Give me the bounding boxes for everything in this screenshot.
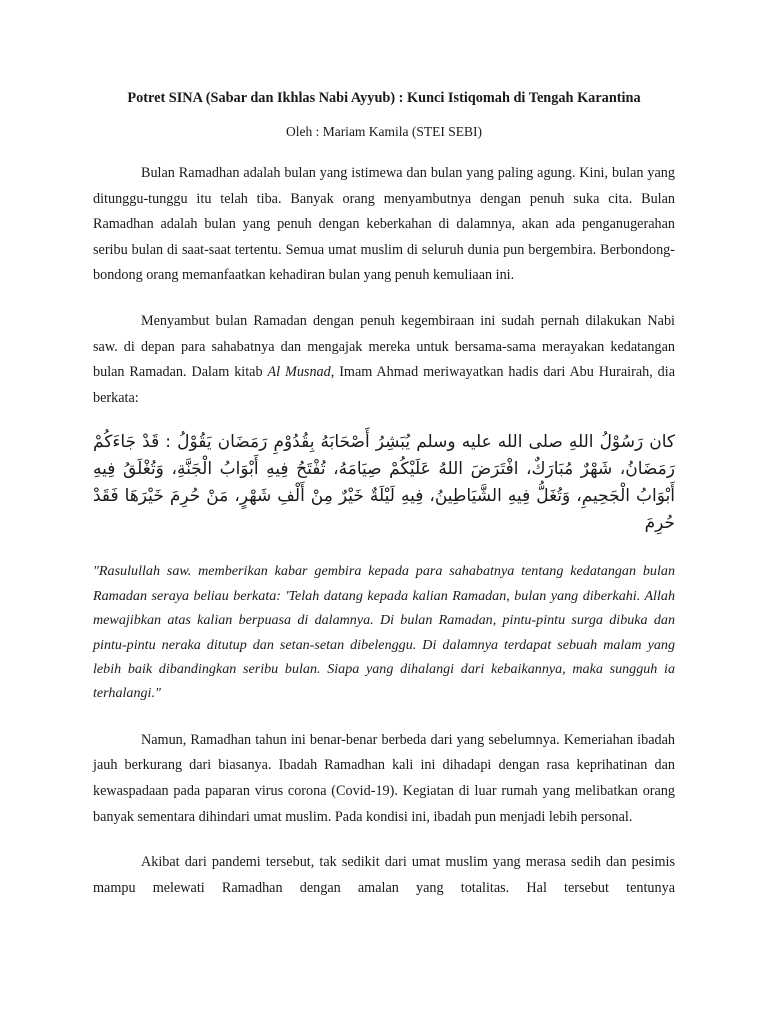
document-page	[93, 76, 675, 901]
paragraph-1: Bulan Ramadhan adalah bulan yang istimewa dan bulan yang paling agung. Kini, bulan yang ditunggu-tunggu itu telah tiba. Banyak orang menyambutnya dengan penuh suka cita. Bulan Ramadhan adalah bulan yang penuh dengan keberkahan di dalamnya, akan ada penganugerahan seribu bulan di saat-saat tertentu. Semua umat muslim di seluruh dunia pun bergembira. Berbondong-bondong orang memanfaatkan kehadiran bulan yang penuh kemuliaan ini.	[93, 165, 675, 284]
document-title: Potret SINA (Sabar dan Ikhlas Nabi Ayyub) : Kunci Istiqomah di Tengah Karantina	[127, 90, 641, 106]
paragraph-2-text-before: Menyambut bulan Ramadan dengan penuh kegembiraan ini sudah pernah dilakukan Nabi saw. di depan para sahabatnya dan mengajak mereka untuk bersama-sama merayakan kedatangan bulan Ramadan. Dalam kitab	[93, 312, 675, 381]
author-line: Oleh : Mariam Kamila (STEI SEBI)	[285, 124, 483, 139]
hadith-translation-quote: "Rasulullah saw. memberikan kabar gembira kepada para sahabatnya tentang kedatangan bulan Ramadan seraya beliau berkata: 'Telah datang kepada kalian Ramadan, bulan yang diberkahi. Allah mewajibkan atas kalian berpuasa di dalamnya. Di bulan Ramadan, pintu-pintu surga dibuka dan pintu-pintu neraka ditutup dan setan-setan dibelenggu. Di dalamnya terdapat sebuah malam yang lebih baik dibandingkan seribu bulan. Siapa yang dihalangi dari kebaikannya, maka sungguh ia terhalangi."	[93, 563, 675, 702]
paragraph-2-text-after: Imam Ahmad meriwayatkan hadis dari Abu Hurairah, dia berkata:	[93, 364, 676, 406]
book-title: Al Musnad,	[267, 364, 335, 381]
paragraph-3: Namun, Ramadhan tahun ini benar-benar berbeda dari yang sebelumnya. Kemeriahan ibadah jauh berkurang dari biasanya. Ibadah Ramadhan kali ini dihadapi dengan rasa keprihatinan dan kewaspadaan pada paparan virus corona (Covid-19). Kegiatan di luar rumah yang melibatkan orang banyak sementara dihindari umat muslim. Pada kondisi ini, ibadah pun menjadi lebih personal.	[93, 731, 675, 825]
arabic-hadith: كان رَسُوْلُ اللهِ صلى الله عليه وسلم يُبَشِرُ أَصْحَابَهُ بِقُدُوْمِ رَمَضَان يَقُوْلُ : قَدْ جَاءَكُمْ رَمَضَانُ، شَهْرٌ مُبَارَكٌ، افْتَرَضَ اللهُ عَلَيْكُمْ صِيَامَهُ، تُفْتَحُ فِيهِ أَبْوَابُ الْجَنَّةِ، وَتُغْلَقُ فِيهِ أَبْوَابُ الْجَحِيمِ، وَتُغَلُّ فِيهِ الشَّيَاطِينُ، فِيهِ لَيْلَةٌ خَيْرٌ مِنْ أَلْفِ شَهْرٍ، مَنْ حُرِمَ خَيْرَهَا فَقَدْ حُرِمَ	[93, 432, 675, 534]
paragraph-4: Akibat dari pandemi tersebut, tak sedikit dari umat muslim yang merasa sedih dan pesimis mampu melewati Ramadhan dengan amalan yang totalitas. Hal tersebut tentunya	[93, 854, 675, 896]
paragraph-2	[93, 309, 675, 411]
